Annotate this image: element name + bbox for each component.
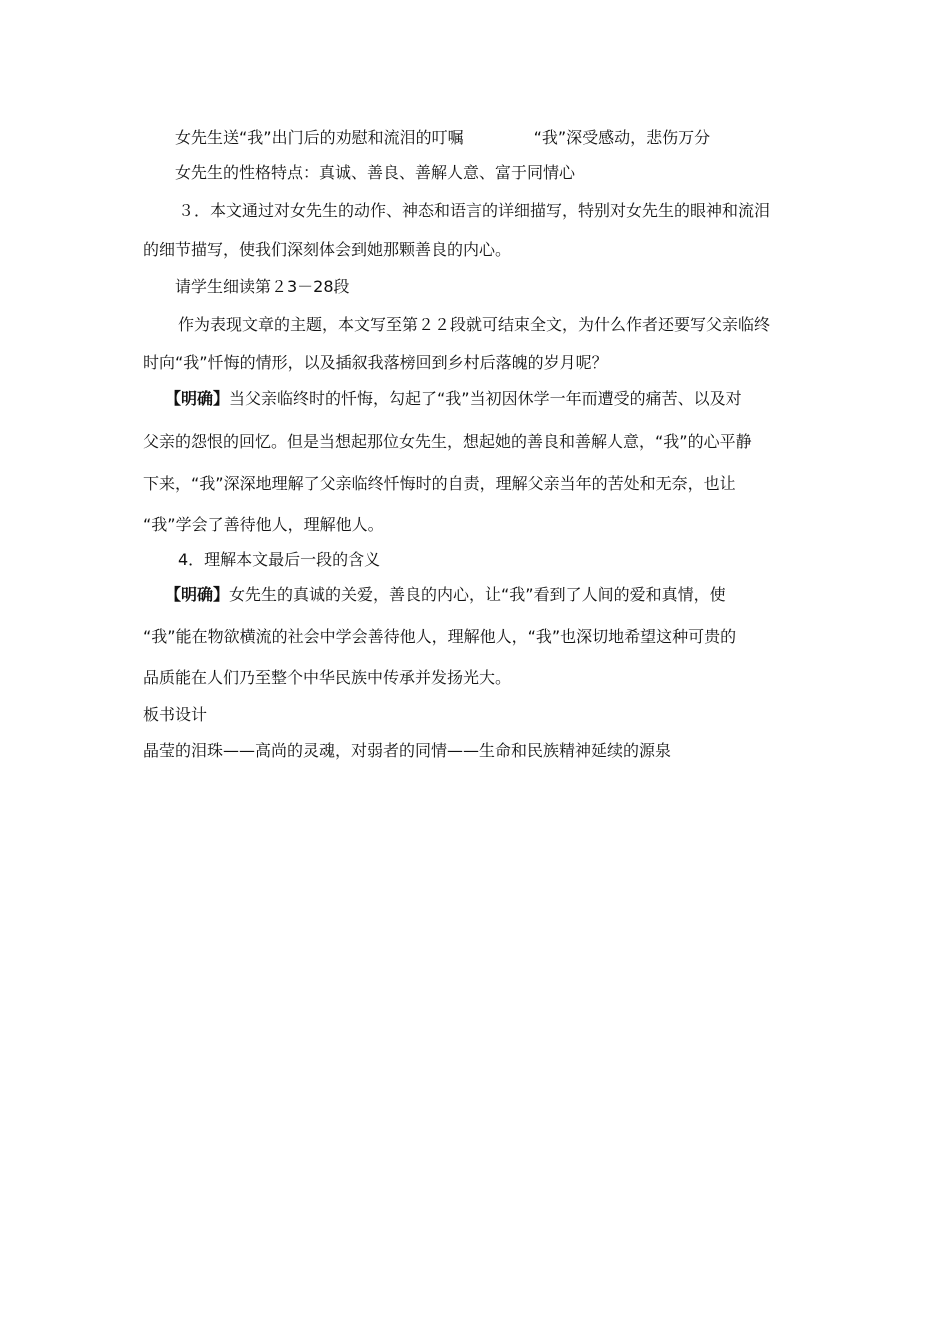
question-line-2: 时向“我”忏悔的情形，以及插叙我落榜回到乡村后落魄的岁月呢？ [143, 353, 608, 372]
answer-1-tag: 【明确】 [165, 389, 230, 408]
answer-1-line-4: “我”学会了善待他人，理解他人。 [143, 515, 384, 534]
question-line-1: 作为表现文章的主题，本文写至第２２段就可结束全文，为什么作者还要写父亲临终 [178, 315, 771, 334]
answer-2-line-2: “我”能在物欲横流的社会中学会善待他人，理解他人，“我”也深切地希望这种可贵的 [143, 627, 737, 646]
answer-1-line-3: 下来，“我”深深地理解了父亲临终忏悔时的自责，理解父亲当年的苦处和无奈，也让 [143, 474, 736, 493]
answer-2-line-1 [165, 585, 726, 605]
summary-row-1 [175, 128, 710, 148]
summary-row-1-left: 女先生送“我”出门后的劝慰和流泪的叮嘱 [175, 128, 464, 147]
answer-2-tag: 【明确】 [165, 585, 230, 604]
character-traits: 女先生的性格特点：真诚、善良、善解人意、富于同情心 [175, 163, 576, 182]
answer-2-text: 女先生的真诚的关爱，善良的内心，让“我”看到了人间的爱和真情，使 [229, 585, 726, 604]
answer-1-text: 当父亲临终时的忏悔，勾起了“我”当初因休学一年而遭受的痛苦、以及对 [229, 389, 742, 408]
item-4: 4．理解本文最后一段的含义 [178, 550, 381, 569]
answer-2-line-3: 品质能在人们乃至整个中华民族中传承并发扬光大。 [143, 668, 512, 687]
board-design-heading: 板书设计 [143, 705, 208, 724]
answer-1-line-1 [165, 389, 742, 409]
board-design-summary: 晶莹的泪珠——高尚的灵魂，对弱者的同情——生命和民族精神延续的源泉 [143, 741, 672, 760]
summary-row-1-right: “我”深受感动，悲伤万分 [533, 128, 711, 147]
point-3-line-2: 的细节描写，使我们深刻体会到她那颗善良的内心。 [143, 240, 512, 259]
reading-instruction: 请学生细读第２3－28段 [175, 277, 350, 296]
answer-1-line-2: 父亲的怨恨的回忆。但是当想起那位女先生，想起她的善良和善解人意，“我”的心平静 [143, 432, 752, 451]
point-3-line-1: ３．本文通过对女先生的动作、神态和语言的详细描写，特别对女先生的眼神和流泪 [178, 201, 771, 220]
